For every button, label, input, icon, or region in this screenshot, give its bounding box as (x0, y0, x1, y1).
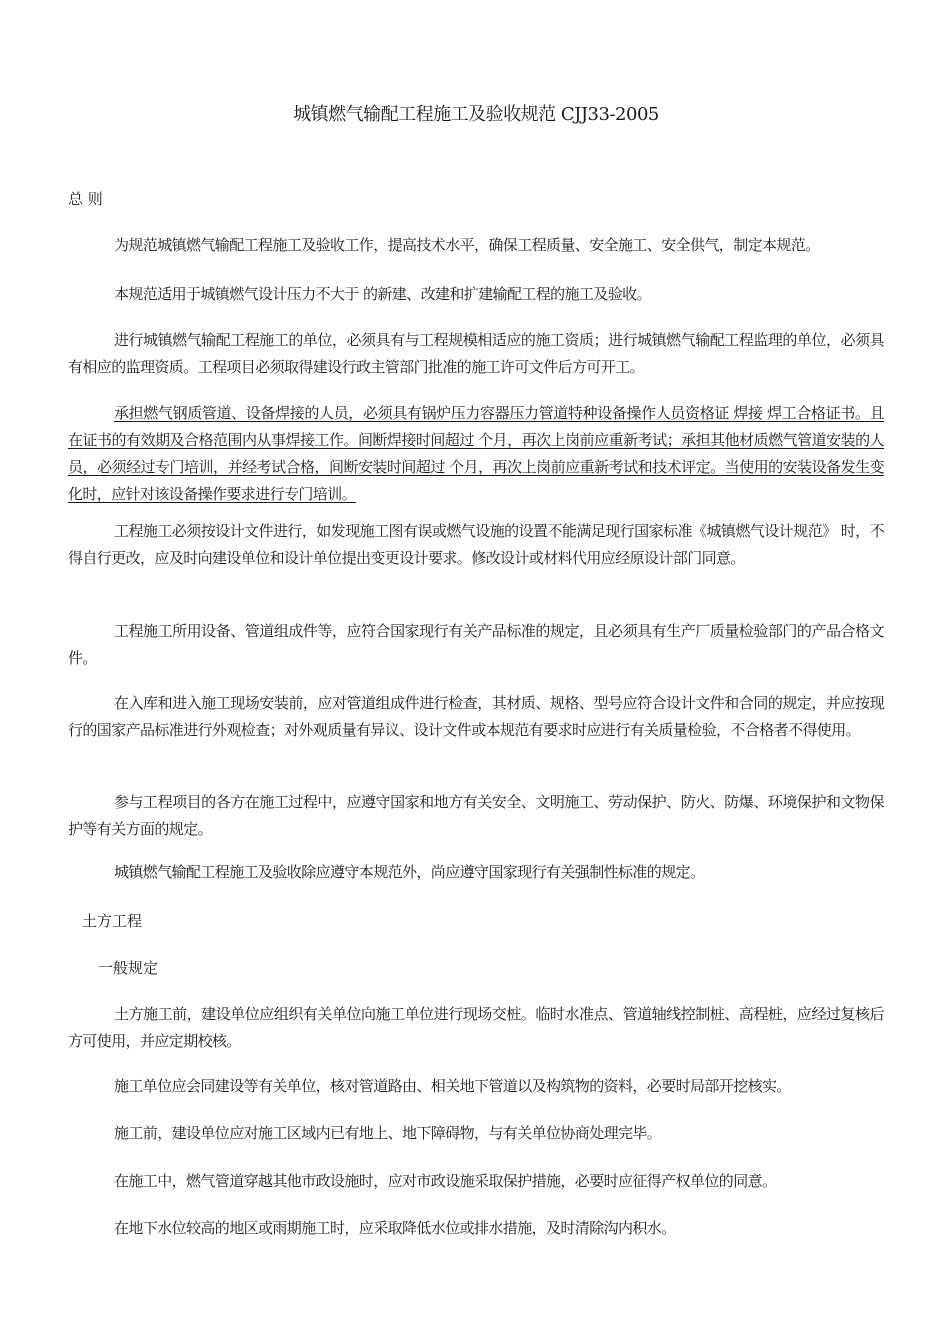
paragraph: 土方施工前，建设单位应组织有关单位向施工单位进行现场交桩。临时水准点、管道轴线控制桩、高程桩，应经过复核后方可使用，并应定期校核。 (68, 1005, 884, 1050)
paragraph: 为规范城镇燃气输配工程施工及验收工作，提高技术水平，确保工程质量、安全施工、安全供气，制定本规范。 (114, 236, 820, 254)
paragraph: 施工单位应会同建设等有关单位，核对管道路由、相关地下管道以及构筑物的资料，必要时局部开挖核实。 (114, 1077, 791, 1095)
paragraph: 城镇燃气输配工程施工及验收除应遵守本规范外，尚应遵守国家现行有关强制性标准的规定。 (114, 863, 705, 881)
paragraph: 工程施工所用设备、管道组成件等，应符合国家现行有关产品标准的规定，且必须具有生产厂质量检验部门的产品合格文件。 (68, 622, 884, 667)
paragraph: 在地下水位较高的地区或雨期施工时，应采取降低水位或排水措施，及时清除沟内积水。 (114, 1219, 676, 1237)
paragraph: 本规范适用于城镇燃气设计压力不大于 的新建、改建和扩建输配工程的施工及验收。 (114, 285, 651, 303)
paragraph: 参与工程项目的各方在施工过程中，应遵守国家和地方有关安全、文明施工、劳动保护、防火、防爆、环境保护和文物保护等有关方面的规定。 (68, 793, 884, 838)
paragraph: 施工前，建设单位应对施工区域内已有地上、地下障碍物，与有关单位协商处理完毕。 (114, 1124, 662, 1142)
paragraph: 在入库和进入施工现场安装前，应对管道组成件进行检查，其材质、规格、型号应符合设计文件和合同的规定，并应按现行的国家产品标准进行外观检查；对外观质量有异议、设计文件或本规范有要求时应进行有关质量检验，不合格者不得使用。 (68, 694, 884, 739)
section-heading-earthwork: 土方工程 (82, 912, 143, 930)
subsection-heading: 一般规定 (98, 959, 159, 977)
section-heading-general: 总 则 (68, 190, 103, 208)
paragraph: 进行城镇燃气输配工程施工的单位，必须具有与工程规模相适应的施工资质；进行城镇燃气输配工程监理的单位，必须具有相应的监理资质。工程项目必须取得建设行政主管部门批准的施工许可文件后方可开工。 (68, 331, 884, 376)
paragraph-underlined (68, 400, 884, 508)
paragraph: 工程施工必须按设计文件进行，如发现施工图有误或燃气设施的设置不能满足现行国家标准《城镇燃气设计规范》 时，不得自行更改，应及时向建设单位和设计单位提出变更设计要求。修改设计或材料代用应经原设计部门同意。 (68, 522, 884, 567)
underlined-text: 承担燃气钢质管道、设备焊接的人员，必须具有锅炉压力容器压力管道特种设备操作人员资格证 焊接 焊工合格证书。且在证书的有效期及合格范围内从事焊接工作。间断焊接时间超过 个月，再次上岗前应重新考试；承担其他材质燃气管道安装的人员，必须经过专门培训，并经考试合格，间断安装时间超过 个月，再次上岗前应重新考试和技术评定。当使用的安装设备发生变化时，应针对该设备操作要求进行专门培训。 (68, 404, 884, 503)
paragraph: 在施工中，燃气管道穿越其他市政设施时，应对市政设施采取保护措施，必要时应征得产权单位的同意。 (114, 1172, 777, 1190)
document-title: 城镇燃气输配工程施工及验收规范 CJJ33-2005 (293, 104, 659, 125)
